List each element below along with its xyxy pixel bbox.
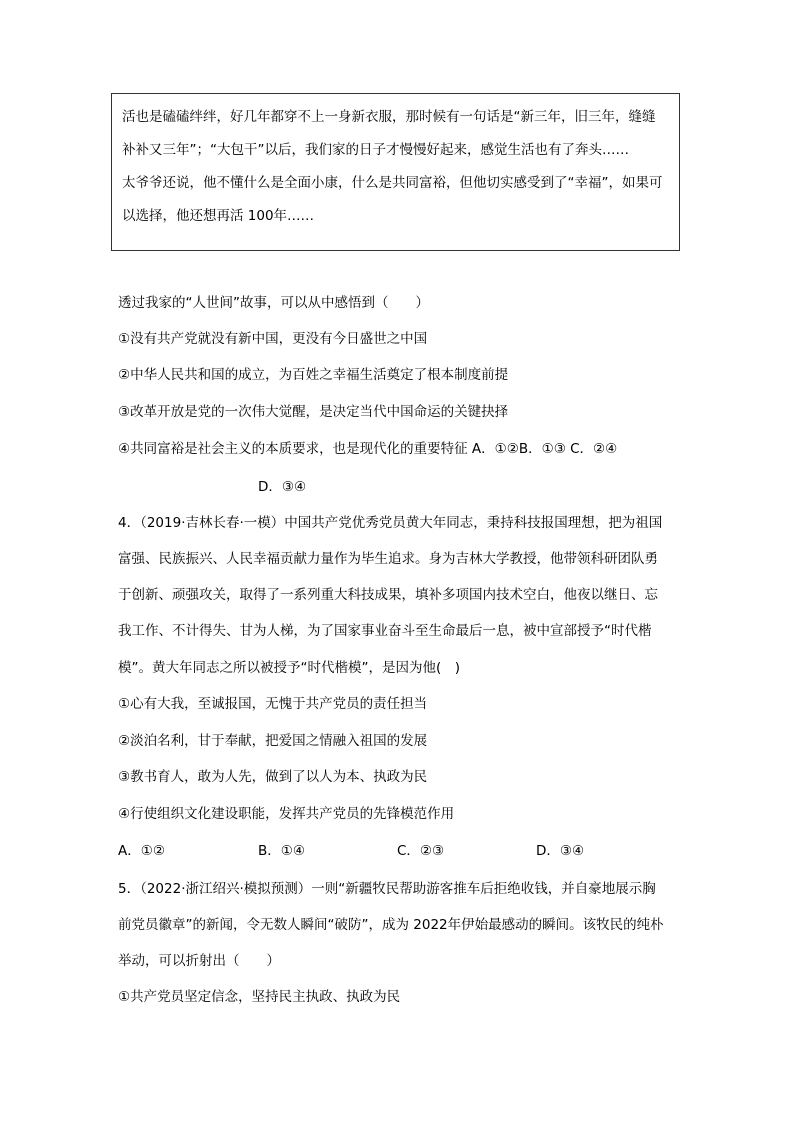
question-4-stem: 4．（2019·吉林长春·一模）中国共产党优秀党员黄大年同志，秉持科技报国理想，把为祖国 bbox=[118, 515, 663, 531]
question-4-stem: 模”。黄大年同志之所以被授予“时代楷模”，是因为他( ) bbox=[118, 660, 461, 676]
passage-line: 太爷爷还说，他不懂什么是全面小康，什么是共同富裕，但他切实感受到了“幸福”，如果可 bbox=[122, 175, 663, 191]
question-3-stem: 透过我家的“人世间”故事，可以从中感悟到（ ） bbox=[118, 295, 429, 311]
question-5-option: ①共产党员坚定信念，坚持民主执政、执政为民 bbox=[118, 989, 401, 1005]
question-5-stem: 举动，可以折射出（ ） bbox=[118, 953, 280, 969]
question-3-option: ①没有共产党就没有新中国，更没有今日盛世之中国 bbox=[118, 331, 428, 347]
question-4-stem: 我工作、不计得失、甘为人梯，为了国家事业奋斗至生命最后一息，被中宣部授予“时代楷 bbox=[118, 623, 652, 639]
question-4-choice-c: C．②③ bbox=[397, 843, 445, 859]
question-4-option: ②淡泊名利，甘于奉献，把爱国之情融入祖国的发展 bbox=[118, 733, 428, 749]
question-4-choice-a: A．①② bbox=[118, 843, 165, 859]
question-4-choice-b: B．①④ bbox=[258, 843, 305, 859]
passage-line: 补补又三年”；“大包干”以后，我们家的日子才慢慢好起来，感觉生活也有了奔头…… bbox=[122, 142, 629, 158]
question-4-option: ①心有大我，至诚报国，无愧于共产党员的责任担当 bbox=[118, 696, 428, 712]
question-4-choice-d: D．③④ bbox=[536, 843, 585, 859]
passage-box bbox=[111, 93, 680, 251]
question-3-choice-d: D．③④ bbox=[258, 479, 307, 495]
question-3-option: ④共同富裕是社会主义的本质要求，也是现代化的重要特征 A．①②B．①③ C．②④ bbox=[118, 441, 618, 457]
question-3-option: ②中华人民共和国的成立，为百姓之幸福生活奠定了根本制度前提 bbox=[118, 367, 509, 383]
passage-line: 活也是磕磕绊绊，好几年都穿不上一身新衣服，那时候有一句话是“新三年，旧三年，缝缝 bbox=[122, 109, 656, 125]
passage-line: 以选择，他还想再活 100年…… bbox=[122, 208, 315, 224]
question-4-option: ③教书育人，敢为人先，做到了以人为本、执政为民 bbox=[118, 769, 428, 785]
question-4-stem: 于创新、顽强攻关，取得了一系列重大科技成果，填补多项国内技术空白，他夜以继日、忘 bbox=[118, 587, 658, 603]
question-4-stem: 富强、民族振兴、人民幸福贡献力量作为毕生追求。身为吉林大学教授，他带领科研团队勇 bbox=[118, 551, 658, 567]
question-5-stem: 5．（2022·浙江绍兴·模拟预测）一则“新疆牧民帮助游客推车后拒绝收钱，并自豪地展示胸 bbox=[118, 881, 656, 897]
question-5-stem: 前党员徽章”的新闻，令无数人瞬间“破防”，成为 2022年伊始最感动的瞬间。该牧民的纯朴 bbox=[118, 917, 664, 933]
question-3-option: ③改革开放是党的一次伟大觉醒，是决定当代中国命运的关键抉择 bbox=[118, 404, 509, 420]
question-4-option: ④行使组织文化建设职能，发挥共产党员的先锋模范作用 bbox=[118, 806, 455, 822]
